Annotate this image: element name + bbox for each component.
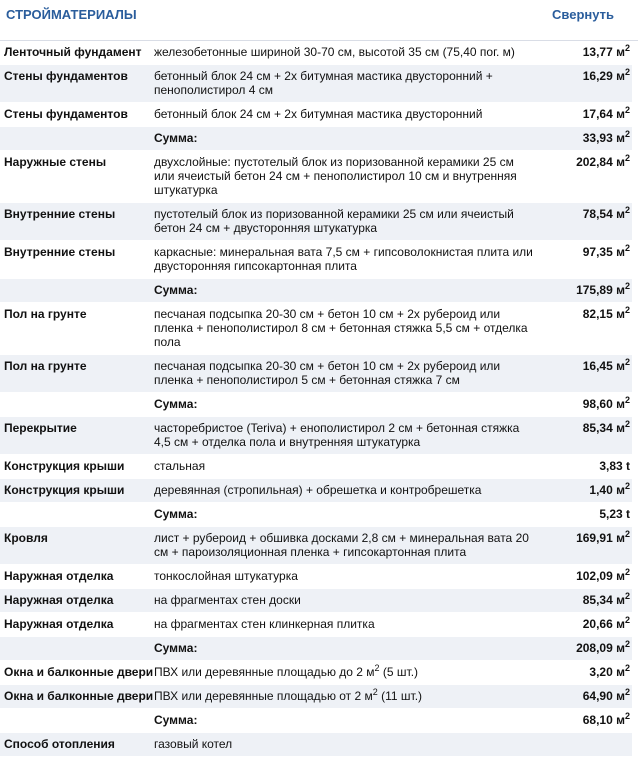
material-value-cell — [540, 613, 632, 637]
value-unit-sup: 2 — [624, 639, 630, 649]
section-title: СТРОЙМАТЕРИАЛЫ — [6, 7, 137, 22]
material-desc-cell — [150, 455, 540, 479]
material-value-cell — [540, 355, 632, 393]
material-row — [0, 103, 632, 127]
sum-row — [0, 709, 632, 733]
material-desc: каркасные: минеральная вата 7,5 см + гипсоволокнистая плита или двусторонняя гипсокартонная плита — [154, 245, 533, 273]
material-name-cell — [0, 589, 150, 613]
material-desc: железобетонные шириной 30-70 см, высотой 35 см (75,40 пог. м) — [154, 45, 515, 59]
material-desc-cell — [150, 685, 540, 709]
material-name-cell — [0, 103, 150, 127]
material-desc: тонкослойная штукатурка — [154, 569, 298, 583]
material-value-cell — [540, 455, 632, 479]
material-value: 1,40 м — [589, 483, 625, 497]
area-unit-sup: 2 — [372, 687, 378, 697]
sum-row — [0, 279, 632, 303]
material-desc-cell — [150, 479, 540, 503]
material-row — [0, 151, 632, 203]
material-name: Наружные стены — [4, 155, 107, 169]
material-value: 13,77 м — [582, 45, 625, 59]
sum-label-cell — [150, 503, 540, 527]
value-unit-sup: 2 — [624, 567, 630, 577]
material-desc: ПВХ или деревянные площадью от 2 м — [154, 689, 373, 703]
material-value-cell — [540, 41, 632, 65]
material-desc: пустотелый блок из поризованной керамики 25 см или ячеистый бетон 24 см + двусторонняя штукатурка — [154, 207, 514, 235]
material-desc: ПВХ или деревянные площадью до 2 м — [154, 665, 375, 679]
material-row — [0, 203, 632, 241]
material-desc-cell — [150, 241, 540, 279]
material-name: Внутренние стены — [4, 207, 116, 221]
value-unit-sup: 2 — [624, 481, 630, 491]
material-name: Способ отопления — [4, 737, 115, 751]
material-value: 3,83 t — [599, 459, 630, 473]
material-name: Конструкция крыши — [4, 483, 125, 497]
sum-name-cell — [0, 393, 150, 417]
material-value: 16,29 м — [582, 69, 625, 83]
material-name: Ленточный фундамент — [4, 45, 142, 59]
material-value-cell — [540, 103, 632, 127]
material-desc: бетонный блок 24 см + 2х битумная мастика двусторонний + пенополистирол 4 см — [154, 69, 493, 97]
sum-value-cell — [540, 503, 632, 527]
value-unit-sup: 2 — [624, 243, 630, 253]
material-desc: деревянная (стропильная) + обрешетка и контробрешетка — [154, 483, 482, 497]
sum-value-cell — [540, 279, 632, 303]
sum-row — [0, 637, 632, 661]
material-value-cell — [540, 527, 632, 565]
material-value: 64,90 м — [582, 689, 625, 703]
material-desc: стальная — [154, 459, 206, 473]
material-row — [0, 685, 632, 709]
material-value: 78,54 м — [582, 207, 625, 221]
material-desc: лист + рубероид + обшивка досками 2,8 см + минеральная вата 20 см + пароизоляционная пленка + гипсокартонная плита — [154, 531, 529, 559]
material-value-cell — [540, 417, 632, 455]
material-row — [0, 303, 632, 355]
material-value: 16,45 м — [582, 359, 625, 373]
material-row — [0, 455, 632, 479]
sum-name-cell — [0, 637, 150, 661]
material-desc-cell — [150, 417, 540, 455]
material-desc-cell — [150, 151, 540, 203]
sum-row — [0, 503, 632, 527]
sum-value: 175,89 м — [576, 283, 625, 297]
material-name-cell — [0, 661, 154, 685]
material-desc-cell — [150, 565, 540, 589]
material-value-cell — [540, 565, 632, 589]
sum-name-cell — [0, 709, 150, 733]
material-desc-cell — [150, 203, 540, 241]
material-value-cell — [540, 661, 632, 685]
material-value: 85,34 м — [582, 421, 625, 435]
value-unit-sup: 2 — [624, 205, 630, 215]
value-unit-sup: 2 — [624, 615, 630, 625]
materials-table — [0, 41, 632, 757]
material-desc: песчаная подсыпка 20-30 см + бетон 10 см + 2х рубероид или пленка + пенополистирол 5 см + бетонная стяжка 7 см — [154, 359, 501, 387]
material-value-cell — [540, 685, 632, 709]
sum-label: Сумма: — [154, 131, 198, 145]
material-row — [0, 527, 632, 565]
sum-label: Сумма: — [154, 283, 198, 297]
material-value: 202,84 м — [576, 155, 625, 169]
material-desc-cell — [150, 355, 540, 393]
value-unit-sup: 2 — [624, 281, 630, 291]
material-desc-cell — [150, 41, 540, 65]
material-name-cell — [0, 527, 150, 565]
value-unit-sup: 2 — [624, 419, 630, 429]
material-name-cell — [0, 685, 154, 709]
material-desc: на фрагментах стен доски — [154, 593, 301, 607]
material-name-cell — [0, 41, 150, 65]
material-desc-tail: (5 шт.) — [379, 665, 419, 679]
material-name: Внутренние стены — [4, 245, 116, 259]
material-row — [0, 41, 632, 65]
material-name-cell — [0, 733, 150, 757]
materials-table-body — [0, 41, 632, 757]
value-unit-sup: 2 — [624, 357, 630, 367]
material-name: Пол на грунте — [4, 307, 87, 321]
material-value: 3,20 м — [589, 665, 625, 679]
material-desc-cell — [150, 527, 540, 565]
material-desc: песчаная подсыпка 20-30 см + бетон 10 см + 2х рубероид или пленка + пенополистирол 8 см + бетонная стяжка 5,5 см + отделка пола — [154, 307, 528, 349]
sum-value-cell — [540, 637, 632, 661]
material-row — [0, 661, 632, 685]
value-unit-sup: 2 — [624, 105, 630, 115]
section-header — [0, 0, 638, 41]
sum-label-cell — [150, 637, 540, 661]
material-name: Наружная отделка — [4, 569, 114, 583]
material-value: 102,09 м — [576, 569, 625, 583]
value-unit-sup: 2 — [624, 687, 630, 697]
material-row — [0, 241, 632, 279]
sum-label-cell — [150, 393, 540, 417]
area-unit-sup: 2 — [374, 663, 380, 673]
material-name: Наружная отделка — [4, 617, 114, 631]
material-name-cell — [0, 65, 150, 103]
material-name-cell — [0, 151, 150, 203]
material-value-cell — [540, 151, 632, 203]
material-name: Стены фундаментов — [4, 69, 128, 83]
material-desc-cell — [150, 589, 540, 613]
sum-value-cell — [540, 127, 632, 151]
sum-label: Сумма: — [154, 713, 198, 727]
material-name-cell — [0, 355, 150, 393]
material-desc-cell — [150, 103, 540, 127]
collapse-link[interactable]: Свернуть — [552, 7, 614, 22]
sum-label-cell — [150, 127, 540, 151]
material-desc-tail: (11 шт.) — [377, 689, 423, 703]
material-value-cell — [540, 303, 632, 355]
value-unit-sup: 2 — [624, 395, 630, 405]
material-desc: двухслойные: пустотелый блок из поризованной керамики 25 см или ячеистый бетон 24 см + пенополистирол 10 см и внутренняя штукатурка — [154, 155, 517, 197]
value-unit-sup: 2 — [624, 43, 630, 53]
sum-name-cell — [0, 127, 150, 151]
material-desc: часторебристое (Teriva) + енополистирол 2 см + бетонная стяжка 4,5 см + отделка пола и внутренняя штукатурка — [154, 421, 520, 449]
value-unit-sup: 2 — [624, 305, 630, 315]
material-row — [0, 565, 632, 589]
material-name-cell — [0, 613, 150, 637]
material-name: Окна и балконные двери — [4, 665, 154, 679]
sum-value: 33,93 м — [582, 131, 625, 145]
material-value-cell — [540, 733, 632, 757]
material-desc-cell — [150, 661, 540, 685]
material-row — [0, 355, 632, 393]
material-name-cell — [0, 417, 150, 455]
material-desc-cell — [150, 303, 540, 355]
material-value: 82,15 м — [582, 307, 625, 321]
material-desc-cell — [150, 65, 540, 103]
material-row — [0, 589, 632, 613]
value-unit-sup: 2 — [624, 67, 630, 77]
material-name-cell — [0, 203, 150, 241]
material-value: 85,34 м — [582, 593, 625, 607]
material-name-cell — [0, 565, 150, 589]
material-desc-cell — [150, 733, 540, 757]
material-row — [0, 613, 632, 637]
material-row — [0, 733, 632, 757]
material-value: 17,64 м — [582, 107, 625, 121]
material-row — [0, 479, 632, 503]
sum-value-cell — [540, 709, 632, 733]
value-unit-sup: 2 — [624, 129, 630, 139]
material-value-cell — [540, 589, 632, 613]
sum-name-cell — [0, 503, 150, 527]
material-row — [0, 417, 632, 455]
sum-row — [0, 127, 632, 151]
material-name: Пол на грунте — [4, 359, 87, 373]
material-name: Наружная отделка — [4, 593, 114, 607]
sum-label: Сумма: — [154, 641, 198, 655]
sum-name-cell — [0, 279, 150, 303]
sum-value: 5,23 t — [599, 507, 630, 521]
material-name: Конструкция крыши — [4, 459, 125, 473]
material-value: 97,35 м — [582, 245, 625, 259]
sum-row — [0, 393, 632, 417]
value-unit-sup: 2 — [624, 529, 630, 539]
material-value: 20,66 м — [582, 617, 625, 631]
sum-label-cell — [150, 709, 540, 733]
material-name-cell — [0, 455, 150, 479]
material-desc: газовый котел — [154, 737, 233, 751]
sum-value: 98,60 м — [582, 397, 625, 411]
material-name-cell — [0, 479, 150, 503]
material-desc: бетонный блок 24 см + 2х битумная мастика двусторонний — [154, 107, 483, 121]
material-desc-cell — [150, 613, 540, 637]
sum-value: 208,09 м — [576, 641, 625, 655]
value-unit-sup: 2 — [624, 591, 630, 601]
material-name: Стены фундаментов — [4, 107, 128, 121]
material-row — [0, 65, 632, 103]
material-value-cell — [540, 479, 632, 503]
value-unit-sup: 2 — [624, 711, 630, 721]
sum-label: Сумма: — [154, 507, 198, 521]
material-name-cell — [0, 303, 150, 355]
sum-value-cell — [540, 393, 632, 417]
sum-label: Сумма: — [154, 397, 198, 411]
value-unit-sup: 2 — [624, 663, 630, 673]
material-name-cell — [0, 241, 150, 279]
material-value-cell — [540, 203, 632, 241]
material-name: Окна и балконные двери — [4, 689, 154, 703]
material-value-cell — [540, 241, 632, 279]
material-name: Перекрытие — [4, 421, 77, 435]
material-value: 169,91 м — [576, 531, 625, 545]
sum-value: 68,10 м — [582, 713, 625, 727]
value-unit-sup: 2 — [624, 153, 630, 163]
sum-label-cell — [150, 279, 540, 303]
material-desc: на фрагментах стен клинкерная плитка — [154, 617, 375, 631]
material-value-cell — [540, 65, 632, 103]
material-name: Кровля — [4, 531, 48, 545]
